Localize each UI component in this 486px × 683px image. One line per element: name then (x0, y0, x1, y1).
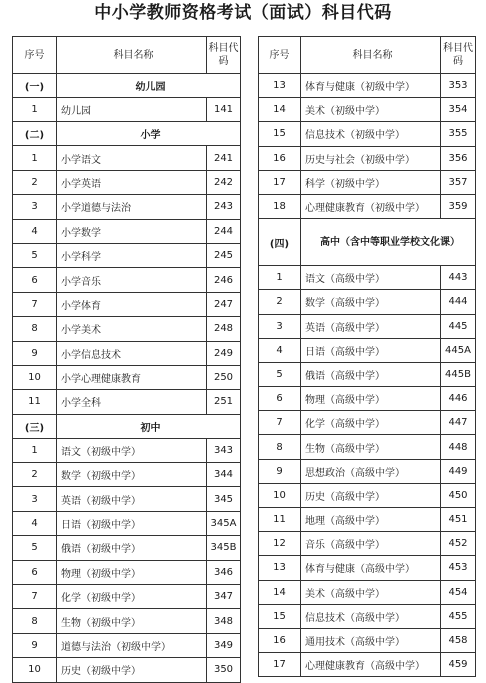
table-row (13, 511, 241, 535)
row-number: 8 (259, 435, 301, 459)
subject-code: 354 (441, 98, 476, 122)
table-row (259, 338, 476, 362)
subject-code: 447 (441, 411, 476, 435)
table-row (13, 98, 241, 122)
subject-name: 美术（初级中学） (301, 98, 441, 122)
subject-name: 语文（初级中学） (57, 438, 207, 462)
subject-name: 小学英语 (57, 170, 207, 194)
table-row (259, 483, 476, 507)
table-row (259, 628, 476, 652)
subject-code: 451 (441, 508, 476, 532)
subject-code: 454 (441, 580, 476, 604)
table-row (259, 98, 476, 122)
subject-code: 458 (441, 628, 476, 652)
table-row (13, 292, 241, 316)
subject-code: 246 (207, 268, 241, 292)
row-number: 16 (259, 146, 301, 170)
subject-name: 历史（初级中学） (57, 658, 207, 682)
subject-code: 343 (207, 438, 241, 462)
table-row (13, 658, 241, 682)
table-row (13, 243, 241, 267)
subject-code: 243 (207, 195, 241, 219)
row-number: 17 (259, 170, 301, 194)
right-code-table (258, 36, 476, 677)
subject-code: 251 (207, 390, 241, 414)
subject-name: 小学心理健康教育 (57, 365, 207, 389)
table-row (13, 268, 241, 292)
table-row (259, 194, 476, 218)
header-name: 科目名称 (57, 37, 207, 74)
subject-name: 小学道德与法治 (57, 195, 207, 219)
subject-name: 科学（初级中学） (301, 170, 441, 194)
table-row (259, 653, 476, 677)
row-number: 1 (259, 266, 301, 290)
table-row (13, 438, 241, 462)
row-number: 16 (259, 628, 301, 652)
section-number: (四) (259, 219, 301, 266)
subject-name: 物理（高级中学） (301, 387, 441, 411)
subject-name: 心理健康教育（高级中学） (301, 653, 441, 677)
page-title: 中小学教师资格考试（面试）科目代码 (94, 3, 392, 23)
subject-name: 化学（初级中学） (57, 585, 207, 609)
subject-code: 359 (441, 194, 476, 218)
subject-code: 445A (441, 338, 476, 362)
table-row (13, 341, 241, 365)
subject-name: 道德与法治（初级中学） (57, 633, 207, 657)
subject-code: 346 (207, 560, 241, 584)
table-row (13, 487, 241, 511)
subject-name: 小学数学 (57, 219, 207, 243)
table-row (259, 435, 476, 459)
subject-name: 幼儿园 (57, 98, 207, 122)
row-number: 9 (13, 633, 57, 657)
subject-code: 459 (441, 653, 476, 677)
subject-code: 345B (207, 536, 241, 560)
subject-code: 449 (441, 459, 476, 483)
subject-name: 日语（初级中学） (57, 511, 207, 535)
section-number: (一) (13, 74, 57, 98)
row-number: 1 (13, 438, 57, 462)
table-row (259, 266, 476, 290)
row-number: 10 (259, 483, 301, 507)
row-number: 2 (259, 290, 301, 314)
header-seq: 序号 (13, 37, 57, 74)
row-number: 15 (259, 604, 301, 628)
row-number: 17 (259, 653, 301, 677)
table-row (13, 633, 241, 657)
section-label: 幼儿园 (57, 74, 241, 98)
table-row (259, 580, 476, 604)
subject-code: 452 (441, 532, 476, 556)
row-number: 2 (13, 463, 57, 487)
subject-name: 心理健康教育（初级中学） (301, 194, 441, 218)
section-row (13, 414, 241, 438)
subject-code: 445B (441, 362, 476, 386)
subject-code: 355 (441, 122, 476, 146)
subject-code: 242 (207, 170, 241, 194)
row-number: 4 (13, 511, 57, 535)
table-row (259, 387, 476, 411)
row-number: 3 (259, 314, 301, 338)
table-row (259, 508, 476, 532)
subject-code: 348 (207, 609, 241, 633)
subject-code: 141 (207, 98, 241, 122)
table-row (13, 170, 241, 194)
section-label: 小学 (57, 122, 241, 146)
row-number: 8 (13, 609, 57, 633)
subject-code: 241 (207, 146, 241, 170)
table-row (13, 317, 241, 341)
subject-name: 通用技术（高级中学） (301, 628, 441, 652)
table-row (13, 195, 241, 219)
row-number: 6 (13, 268, 57, 292)
row-number: 12 (259, 532, 301, 556)
table-row (13, 146, 241, 170)
subject-name: 体育与健康（高级中学） (301, 556, 441, 580)
subject-code: 356 (441, 146, 476, 170)
row-number: 13 (259, 556, 301, 580)
table-row (259, 170, 476, 194)
subject-name: 俄语（高级中学） (301, 362, 441, 386)
row-number: 9 (13, 341, 57, 365)
subject-code: 446 (441, 387, 476, 411)
header-seq: 序号 (259, 37, 301, 74)
table-row (13, 390, 241, 414)
row-number: 7 (13, 585, 57, 609)
subject-name: 物理（初级中学） (57, 560, 207, 584)
subject-name: 音乐（高级中学） (301, 532, 441, 556)
row-number: 2 (13, 170, 57, 194)
row-number: 14 (259, 580, 301, 604)
subject-name: 生物（高级中学） (301, 435, 441, 459)
section-label: 初中 (57, 414, 241, 438)
subject-code: 350 (207, 658, 241, 682)
row-number: 5 (13, 243, 57, 267)
subject-code: 248 (207, 317, 241, 341)
subject-name: 英语（高级中学） (301, 314, 441, 338)
row-number: 9 (259, 459, 301, 483)
row-number: 5 (13, 536, 57, 560)
row-number: 6 (13, 560, 57, 584)
table-row (259, 122, 476, 146)
table-row (259, 604, 476, 628)
table-row (259, 459, 476, 483)
subject-name: 语文（高级中学） (301, 266, 441, 290)
section-row (13, 74, 241, 98)
subject-code: 353 (441, 74, 476, 98)
subject-name: 小学科学 (57, 243, 207, 267)
subject-code: 455 (441, 604, 476, 628)
subject-code: 448 (441, 435, 476, 459)
table-row (259, 290, 476, 314)
subject-name: 日语（高级中学） (301, 338, 441, 362)
subject-code: 250 (207, 365, 241, 389)
subject-code: 344 (207, 463, 241, 487)
subject-name: 小学信息技术 (57, 341, 207, 365)
subject-name: 历史与社会（初级中学） (301, 146, 441, 170)
row-number: 14 (259, 98, 301, 122)
table-row (13, 365, 241, 389)
subject-name: 小学音乐 (57, 268, 207, 292)
subject-code: 249 (207, 341, 241, 365)
table-row (259, 314, 476, 338)
table-row (13, 463, 241, 487)
section-number: (二) (13, 122, 57, 146)
subject-code: 349 (207, 633, 241, 657)
table-row (13, 560, 241, 584)
subject-name: 信息技术（初级中学） (301, 122, 441, 146)
row-number: 7 (13, 292, 57, 316)
subject-name: 美术（高级中学） (301, 580, 441, 604)
subject-name: 地理（高级中学） (301, 508, 441, 532)
row-number: 10 (13, 658, 57, 682)
table-row (13, 219, 241, 243)
table-row (13, 585, 241, 609)
subject-code: 443 (441, 266, 476, 290)
left-code-table (12, 36, 241, 683)
table-row (13, 609, 241, 633)
subject-name: 小学体育 (57, 292, 207, 316)
table-header-row (259, 37, 476, 74)
subject-name: 英语（初级中学） (57, 487, 207, 511)
subject-name: 生物（初级中学） (57, 609, 207, 633)
row-number: 7 (259, 411, 301, 435)
subject-code: 357 (441, 170, 476, 194)
subject-code: 345 (207, 487, 241, 511)
table-row (259, 411, 476, 435)
section-number: (三) (13, 414, 57, 438)
subject-code: 345A (207, 511, 241, 535)
table-row (259, 362, 476, 386)
header-code: 科目代码 (441, 37, 476, 74)
row-number: 1 (13, 98, 57, 122)
header-name: 科目名称 (301, 37, 441, 74)
table-row (259, 74, 476, 98)
header-code: 科目代码 (207, 37, 241, 74)
subject-name: 化学（高级中学） (301, 411, 441, 435)
row-number: 4 (13, 219, 57, 243)
subject-code: 453 (441, 556, 476, 580)
section-label: 高中（含中等职业学校文化课） (301, 219, 476, 266)
section-row (13, 122, 241, 146)
subject-code: 450 (441, 483, 476, 507)
subject-code: 445 (441, 314, 476, 338)
subject-name: 思想政治（高级中学） (301, 459, 441, 483)
subject-name: 数学（初级中学） (57, 463, 207, 487)
row-number: 6 (259, 387, 301, 411)
subject-name: 小学美术 (57, 317, 207, 341)
section-row (259, 219, 476, 266)
table-header-row (13, 37, 241, 74)
subject-name: 体育与健康（初级中学） (301, 74, 441, 98)
subject-code: 247 (207, 292, 241, 316)
row-number: 10 (13, 365, 57, 389)
table-row (259, 556, 476, 580)
row-number: 3 (13, 195, 57, 219)
subject-code: 347 (207, 585, 241, 609)
row-number: 1 (13, 146, 57, 170)
subject-name: 信息技术（高级中学） (301, 604, 441, 628)
subject-name: 小学语文 (57, 146, 207, 170)
subject-name: 小学全科 (57, 390, 207, 414)
subject-code: 244 (207, 219, 241, 243)
table-row (259, 146, 476, 170)
row-number: 8 (13, 317, 57, 341)
row-number: 11 (259, 508, 301, 532)
subject-name: 历史（高级中学） (301, 483, 441, 507)
row-number: 18 (259, 194, 301, 218)
subject-name: 俄语（初级中学） (57, 536, 207, 560)
row-number: 5 (259, 362, 301, 386)
row-number: 4 (259, 338, 301, 362)
row-number: 3 (13, 487, 57, 511)
subject-code: 245 (207, 243, 241, 267)
table-row (13, 536, 241, 560)
row-number: 11 (13, 390, 57, 414)
row-number: 13 (259, 74, 301, 98)
row-number: 15 (259, 122, 301, 146)
subject-name: 数学（高级中学） (301, 290, 441, 314)
subject-code: 444 (441, 290, 476, 314)
table-row (259, 532, 476, 556)
